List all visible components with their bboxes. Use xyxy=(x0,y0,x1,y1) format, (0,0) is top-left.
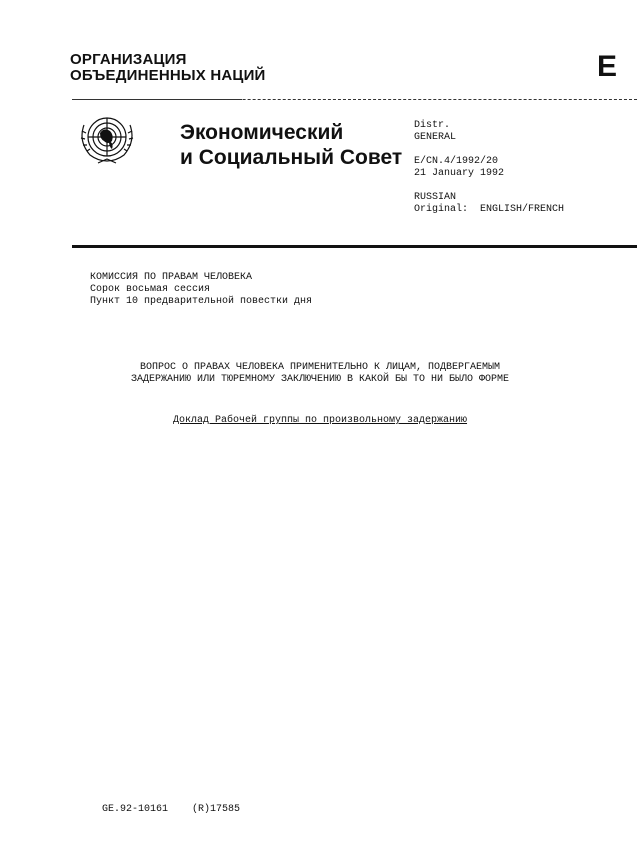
session-info xyxy=(90,272,312,308)
footer xyxy=(90,792,240,816)
document-subtitle xyxy=(0,415,640,427)
document-date: 21 January 1992 xyxy=(414,168,505,179)
council-line-2: и Социальный Совет xyxy=(180,146,403,169)
organization-line-1: ОРГАНИЗАЦИЯ xyxy=(70,51,187,68)
header-divider-solid xyxy=(72,99,242,100)
title-line-2: ЗАДЕРЖАНИЮ ИЛИ ТЮРЕМНОМУ ЗАКЛЮЧЕНИЮ В КАКОЙ БЫ ТО НИ БЫЛО ФОРМЕ xyxy=(130,374,510,385)
language-letter: E xyxy=(597,50,618,83)
distribution-block xyxy=(414,120,564,216)
header-thick-divider xyxy=(72,245,637,248)
subtitle-text: Доклад Рабочей группы по произвольному задержанию xyxy=(172,415,468,426)
distr-value: GENERAL xyxy=(414,132,457,143)
agenda-item: Пункт 10 предварительной повестки дня xyxy=(90,296,313,307)
job-number: GE.92-10161 xyxy=(102,804,169,815)
organization-name xyxy=(70,52,266,84)
reference-number: (R)17585 xyxy=(192,804,241,815)
original-language: Original: ENGLISH/FRENCH xyxy=(414,204,565,215)
un-emblem-icon xyxy=(76,111,138,167)
document-symbol: E/CN.4/1992/20 xyxy=(414,156,499,167)
distr-label: Distr. xyxy=(414,120,451,131)
title-line-1: ВОПРОС О ПРАВАХ ЧЕЛОВЕКА ПРИМЕНИТЕЛЬНО К ЛИЦАМ, ПОДВЕРГАЕМЫМ xyxy=(139,362,501,373)
commission-name: КОМИССИЯ ПО ПРАВАМ ЧЕЛОВЕКА xyxy=(90,272,253,283)
session-name: Сорок восьмая сессия xyxy=(90,284,211,295)
document-title xyxy=(0,362,640,386)
council-name xyxy=(180,120,402,170)
council-line-1: Экономический xyxy=(180,121,344,144)
organization-line-2: ОБЪЕДИНЕННЫХ НАЦИЙ xyxy=(70,67,266,84)
document-language: RUSSIAN xyxy=(414,192,457,203)
